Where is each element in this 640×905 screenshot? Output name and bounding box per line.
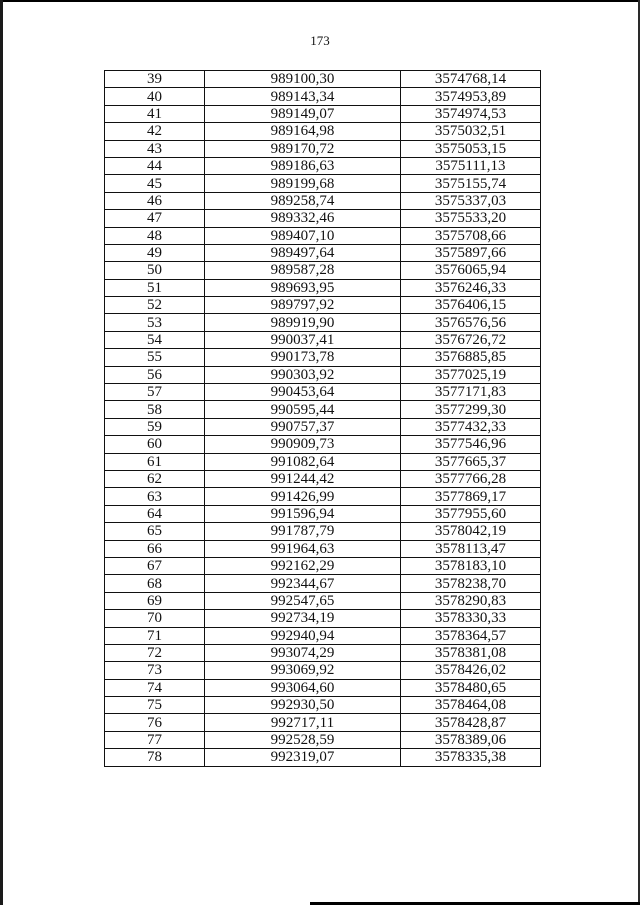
point-number-cell: 42 (105, 123, 205, 140)
x-coordinate-cell: 990037,41 (205, 331, 401, 348)
x-coordinate-cell: 989170,72 (205, 140, 401, 157)
point-number-cell: 62 (105, 470, 205, 487)
table-row (105, 157, 541, 174)
y-coordinate-cell: 3578428,87 (401, 714, 541, 731)
x-coordinate-cell: 989199,68 (205, 175, 401, 192)
y-coordinate-cell: 3578290,83 (401, 592, 541, 609)
x-coordinate-cell: 991964,63 (205, 540, 401, 557)
scan-edge-left (0, 0, 3, 905)
x-coordinate-cell: 992344,67 (205, 575, 401, 592)
y-coordinate-cell: 3578364,57 (401, 627, 541, 644)
table-row (105, 679, 541, 696)
table-row (105, 366, 541, 383)
point-number-cell: 65 (105, 523, 205, 540)
point-number-cell: 68 (105, 575, 205, 592)
point-number-cell: 40 (105, 88, 205, 105)
point-number-cell: 63 (105, 488, 205, 505)
y-coordinate-cell: 3578238,70 (401, 575, 541, 592)
point-number-cell: 76 (105, 714, 205, 731)
x-coordinate-cell: 989143,34 (205, 88, 401, 105)
table-row (105, 731, 541, 748)
table-row (105, 140, 541, 157)
y-coordinate-cell: 3578464,08 (401, 697, 541, 714)
point-number-cell: 41 (105, 105, 205, 122)
point-number-cell: 72 (105, 644, 205, 661)
point-number-cell: 57 (105, 384, 205, 401)
table-row (105, 627, 541, 644)
table-row (105, 331, 541, 348)
y-coordinate-cell: 3575053,15 (401, 140, 541, 157)
table-row (105, 279, 541, 296)
y-coordinate-cell: 3575155,74 (401, 175, 541, 192)
table-row (105, 297, 541, 314)
x-coordinate-cell: 989407,10 (205, 227, 401, 244)
table-row (105, 644, 541, 661)
x-coordinate-cell: 989587,28 (205, 262, 401, 279)
x-coordinate-cell: 990757,37 (205, 418, 401, 435)
point-number-cell: 69 (105, 592, 205, 609)
y-coordinate-cell: 3575111,13 (401, 157, 541, 174)
table-row (105, 610, 541, 627)
y-coordinate-cell: 3578381,08 (401, 644, 541, 661)
point-number-cell: 51 (105, 279, 205, 296)
table-row (105, 557, 541, 574)
y-coordinate-cell: 3576726,72 (401, 331, 541, 348)
y-coordinate-cell: 3578389,06 (401, 731, 541, 748)
y-coordinate-cell: 3576576,56 (401, 314, 541, 331)
point-number-cell: 56 (105, 366, 205, 383)
x-coordinate-cell: 991244,42 (205, 470, 401, 487)
x-coordinate-cell: 989258,74 (205, 192, 401, 209)
y-coordinate-cell: 3577299,30 (401, 401, 541, 418)
x-coordinate-cell: 992734,19 (205, 610, 401, 627)
point-number-cell: 58 (105, 401, 205, 418)
y-coordinate-cell: 3577665,37 (401, 453, 541, 470)
point-number-cell: 52 (105, 297, 205, 314)
point-number-cell: 67 (105, 557, 205, 574)
x-coordinate-cell: 989693,95 (205, 279, 401, 296)
table-row (105, 418, 541, 435)
point-number-cell: 39 (105, 71, 205, 88)
x-coordinate-cell: 992528,59 (205, 731, 401, 748)
table-row (105, 697, 541, 714)
scan-edge-top (0, 0, 640, 2)
table-row (105, 384, 541, 401)
table-row (105, 436, 541, 453)
x-coordinate-cell: 989100,30 (205, 71, 401, 88)
x-coordinate-cell: 989332,46 (205, 210, 401, 227)
point-number-cell: 48 (105, 227, 205, 244)
x-coordinate-cell: 991596,94 (205, 505, 401, 522)
y-coordinate-cell: 3578480,65 (401, 679, 541, 696)
table-row (105, 749, 541, 766)
x-coordinate-cell: 991426,99 (205, 488, 401, 505)
y-coordinate-cell: 3575708,66 (401, 227, 541, 244)
y-coordinate-cell: 3578113,47 (401, 540, 541, 557)
table-row (105, 314, 541, 331)
x-coordinate-cell: 993074,29 (205, 644, 401, 661)
x-coordinate-cell: 992162,29 (205, 557, 401, 574)
point-number-cell: 59 (105, 418, 205, 435)
point-number-cell: 47 (105, 210, 205, 227)
x-coordinate-cell: 992547,65 (205, 592, 401, 609)
x-coordinate-cell: 990173,78 (205, 349, 401, 366)
point-number-cell: 45 (105, 175, 205, 192)
point-number-cell: 49 (105, 244, 205, 261)
point-number-cell: 71 (105, 627, 205, 644)
table-row (105, 123, 541, 140)
table-row (105, 401, 541, 418)
x-coordinate-cell: 992319,07 (205, 749, 401, 766)
table-row (105, 662, 541, 679)
table-row (105, 88, 541, 105)
table-row (105, 71, 541, 88)
x-coordinate-cell: 989919,90 (205, 314, 401, 331)
table-row (105, 210, 541, 227)
table-row (105, 505, 541, 522)
point-number-cell: 75 (105, 697, 205, 714)
y-coordinate-cell: 3576885,85 (401, 349, 541, 366)
point-number-cell: 54 (105, 331, 205, 348)
table-row (105, 192, 541, 209)
table-row (105, 175, 541, 192)
x-coordinate-cell: 992717,11 (205, 714, 401, 731)
x-coordinate-cell: 990453,64 (205, 384, 401, 401)
table-row (105, 470, 541, 487)
table-row (105, 575, 541, 592)
table-row (105, 244, 541, 261)
table-row (105, 262, 541, 279)
y-coordinate-cell: 3575897,66 (401, 244, 541, 261)
point-number-cell: 73 (105, 662, 205, 679)
point-number-cell: 66 (105, 540, 205, 557)
table-row (105, 105, 541, 122)
x-coordinate-cell: 991787,79 (205, 523, 401, 540)
y-coordinate-cell: 3574974,53 (401, 105, 541, 122)
point-number-cell: 55 (105, 349, 205, 366)
table-row (105, 227, 541, 244)
x-coordinate-cell: 992930,50 (205, 697, 401, 714)
x-coordinate-cell: 990303,92 (205, 366, 401, 383)
table-row (105, 523, 541, 540)
y-coordinate-cell: 3575337,03 (401, 192, 541, 209)
table-row (105, 453, 541, 470)
point-number-cell: 46 (105, 192, 205, 209)
point-number-cell: 43 (105, 140, 205, 157)
y-coordinate-cell: 3575032,51 (401, 123, 541, 140)
y-coordinate-cell: 3574953,89 (401, 88, 541, 105)
x-coordinate-cell: 989149,07 (205, 105, 401, 122)
y-coordinate-cell: 3576246,33 (401, 279, 541, 296)
point-number-cell: 70 (105, 610, 205, 627)
y-coordinate-cell: 3577546,96 (401, 436, 541, 453)
x-coordinate-cell: 993069,92 (205, 662, 401, 679)
table-row (105, 540, 541, 557)
y-coordinate-cell: 3578042,19 (401, 523, 541, 540)
x-coordinate-cell: 990595,44 (205, 401, 401, 418)
point-number-cell: 64 (105, 505, 205, 522)
table-row (105, 592, 541, 609)
y-coordinate-cell: 3574768,14 (401, 71, 541, 88)
page-number: 173 (310, 33, 330, 48)
x-coordinate-cell: 993064,60 (205, 679, 401, 696)
point-number-cell: 60 (105, 436, 205, 453)
y-coordinate-cell: 3577955,60 (401, 505, 541, 522)
x-coordinate-cell: 989497,64 (205, 244, 401, 261)
y-coordinate-cell: 3575533,20 (401, 210, 541, 227)
x-coordinate-cell: 992940,94 (205, 627, 401, 644)
point-number-cell: 44 (105, 157, 205, 174)
y-coordinate-cell: 3576406,15 (401, 297, 541, 314)
table-row (105, 349, 541, 366)
point-number-cell: 53 (105, 314, 205, 331)
x-coordinate-cell: 989797,92 (205, 297, 401, 314)
x-coordinate-cell: 990909,73 (205, 436, 401, 453)
point-number-cell: 74 (105, 679, 205, 696)
y-coordinate-cell: 3578335,38 (401, 749, 541, 766)
point-number-cell: 50 (105, 262, 205, 279)
y-coordinate-cell: 3577171,83 (401, 384, 541, 401)
point-number-cell: 61 (105, 453, 205, 470)
point-number-cell: 77 (105, 731, 205, 748)
y-coordinate-cell: 3577766,28 (401, 470, 541, 487)
coordinates-table-body (105, 71, 541, 767)
y-coordinate-cell: 3578330,33 (401, 610, 541, 627)
y-coordinate-cell: 3578426,02 (401, 662, 541, 679)
table-row (105, 488, 541, 505)
y-coordinate-cell: 3577432,33 (401, 418, 541, 435)
x-coordinate-cell: 991082,64 (205, 453, 401, 470)
x-coordinate-cell: 989186,63 (205, 157, 401, 174)
point-number-cell: 78 (105, 749, 205, 766)
x-coordinate-cell: 989164,98 (205, 123, 401, 140)
y-coordinate-cell: 3578183,10 (401, 557, 541, 574)
coordinates-table (104, 70, 541, 767)
y-coordinate-cell: 3577869,17 (401, 488, 541, 505)
table-row (105, 714, 541, 731)
y-coordinate-cell: 3576065,94 (401, 262, 541, 279)
y-coordinate-cell: 3577025,19 (401, 366, 541, 383)
